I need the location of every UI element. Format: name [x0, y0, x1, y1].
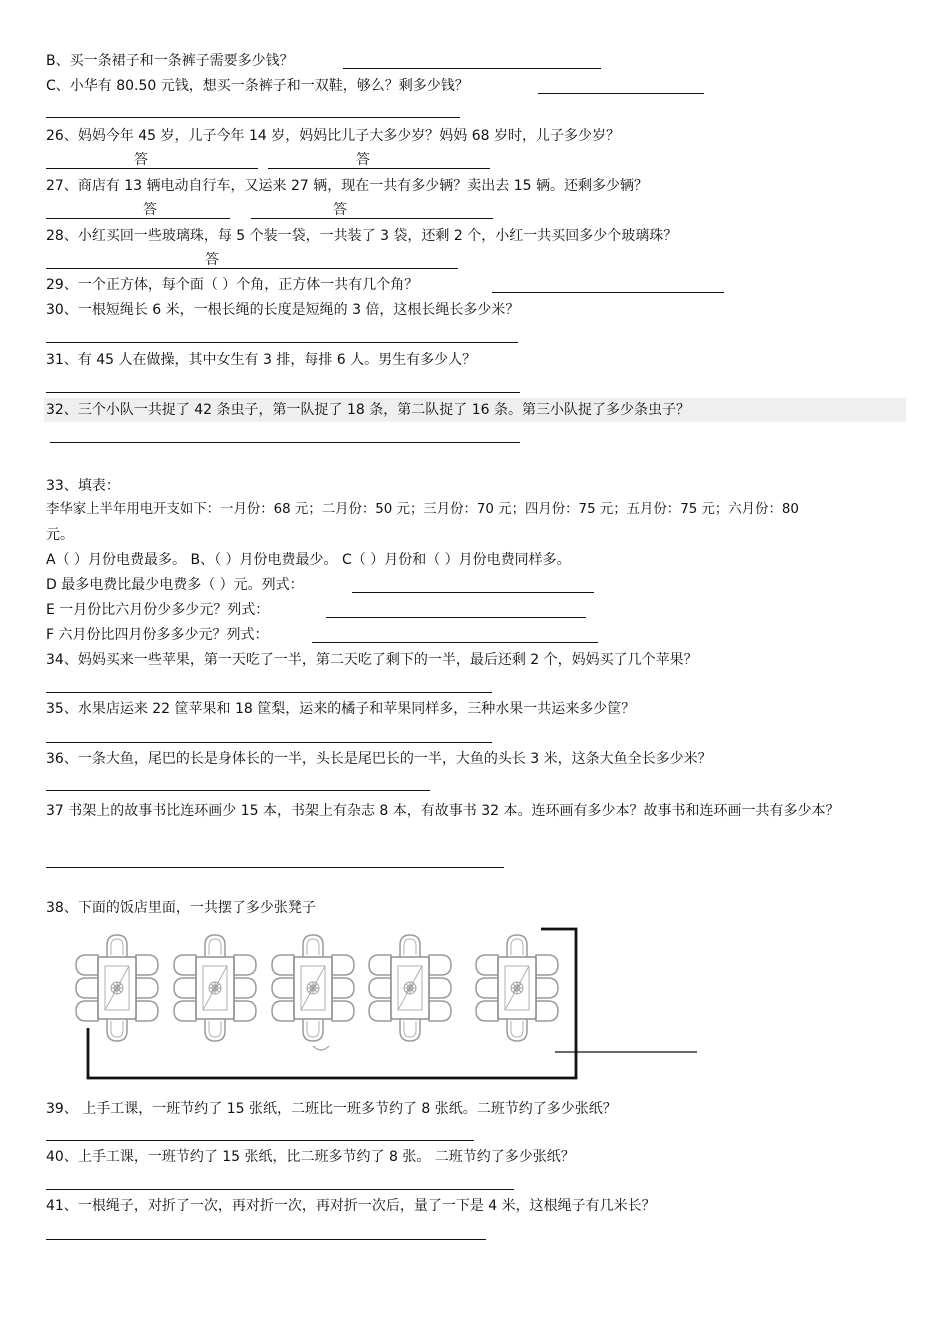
table-set-1: [76, 935, 158, 1041]
question-28: 28、小红买回一些玻璃珠，每 5 个装一袋，一共装了 3 袋，还剩 2 个，小红一共买回多少个玻璃珠？: [46, 228, 678, 244]
question-41: 41、一根绳子，对折了一次，再对折一次，再对折一次后，量了一下是 4 米，这根绳子有几米长？: [46, 1198, 656, 1214]
question-36: 36、一条大鱼，尾巴的长是身体长的一半，头长是尾巴长的一半，大鱼的头长 3 米，这条大鱼全长多少米？: [46, 751, 712, 767]
answer-line: [46, 1140, 474, 1141]
question-27: 27、商店有 13 辆电动自行车，又运来 27 辆，现在一共有多少辆？卖出去 15 辆。还剩多少辆？: [46, 178, 648, 194]
answer-line: [251, 218, 493, 219]
answer-label: 答: [143, 202, 157, 218]
restaurant-figure: [0, 918, 950, 1088]
question-37: 37 书架上的故事书比连环画少 15 本，书架上有杂志 8 本，有故事书 32 本。连环画有多少本？故事书和连环画一共有多少本？: [46, 803, 840, 819]
electricity-data-end: 元。: [46, 527, 74, 543]
answer-line: [46, 342, 518, 343]
answer-line: [343, 68, 601, 69]
answer-line: [46, 1189, 514, 1190]
answer-line: [312, 642, 598, 643]
answer-line: [46, 742, 492, 743]
answer-line: [46, 268, 458, 269]
answer-line: [326, 617, 586, 618]
question-33: 33、填表：: [46, 478, 120, 494]
question-33-e: E 一月份比六月份少多少元？列式：: [46, 602, 270, 618]
question-26: 26、妈妈今年 45 岁，儿子今年 14 岁，妈妈比儿子大多少岁？妈妈 68 岁时，儿子多少岁？: [46, 128, 620, 144]
answer-label: 答: [333, 202, 347, 218]
table-set-3: [272, 935, 354, 1041]
table-set-4: [369, 935, 451, 1041]
answer-line: [46, 867, 504, 868]
answer-label: 答: [356, 152, 370, 168]
question-31: 31、有 45 人在做操，其中女生有 3 排，每排 6 人。男生有多少人？: [46, 352, 477, 368]
question-33-f: F 六月份比四月份多多少元？列式：: [46, 627, 269, 643]
answer-label: 答: [134, 152, 148, 168]
question-38: 38、下面的饭店里面，一共摆了多少张凳子: [46, 900, 316, 916]
question-40: 40、上手工课，一班节约了 15 张纸，比二班多节约了 8 张。 二班节约了多少张纸？: [46, 1149, 575, 1165]
answer-line: [46, 218, 230, 219]
answer-line: [268, 168, 490, 169]
question-b: B、买一条裙子和一条裤子需要多少钱？: [46, 53, 294, 69]
question-29: 29、一个正方体，每个面（ ）个角，正方体一共有几个角？: [46, 277, 419, 293]
question-32: 32、三个小队一共捉了 42 条虫子，第一队捉了 18 条，第二队捉了 16 条。第三小队捉了多少条虫子？: [46, 402, 690, 418]
answer-line: [50, 442, 520, 443]
answer-line: [538, 93, 704, 94]
answer-line: [46, 790, 430, 791]
electricity-data: 李华家上半年用电开支如下：一月份：68 元；二月份：50 元；三月份：70 元；四月份：75 元；五月份：75 元；六月份：80: [46, 502, 799, 517]
table-set-5: [476, 935, 558, 1041]
question-33-d: D 最多电费比最少电费多（ ）元。列式：: [46, 577, 304, 593]
question-39: 39、 上手工课，一班节约了 15 张纸，二班比一班多节约了 8 张纸。二班节约了多少张纸？: [46, 1101, 617, 1117]
table-set-2: [174, 935, 256, 1041]
question-30: 30、一根短绳长 6 米，一根长绳的长度是短绳的 3 倍，这根长绳长多少米？: [46, 302, 520, 318]
answer-line: [46, 168, 258, 169]
answer-label: 答: [205, 252, 219, 268]
answer-line: [46, 392, 520, 393]
answer-line: [492, 292, 724, 293]
answer-line: [46, 692, 492, 693]
answer-line: [46, 1239, 486, 1240]
question-c: C、小华有 80.50 元钱，想买一条裤子和一双鞋，够么？剩多少钱？: [46, 78, 469, 94]
answer-line: [352, 592, 594, 593]
question-33-a: A（ ）月份电费最多。 B、（ ）月份电费最少。 C（ ）月份和（ ）月份电费同样多。: [46, 552, 571, 568]
answer-line: [46, 117, 460, 118]
question-34: 34、妈妈买来一些苹果，第一天吃了一半，第二天吃了剩下的一半，最后还剩 2 个，妈妈买了几个苹果？: [46, 652, 698, 668]
question-35: 35、水果店运来 22 筐苹果和 18 筐梨，运来的橘子和苹果同样多，三种水果一共运来多少筐？: [46, 701, 636, 717]
